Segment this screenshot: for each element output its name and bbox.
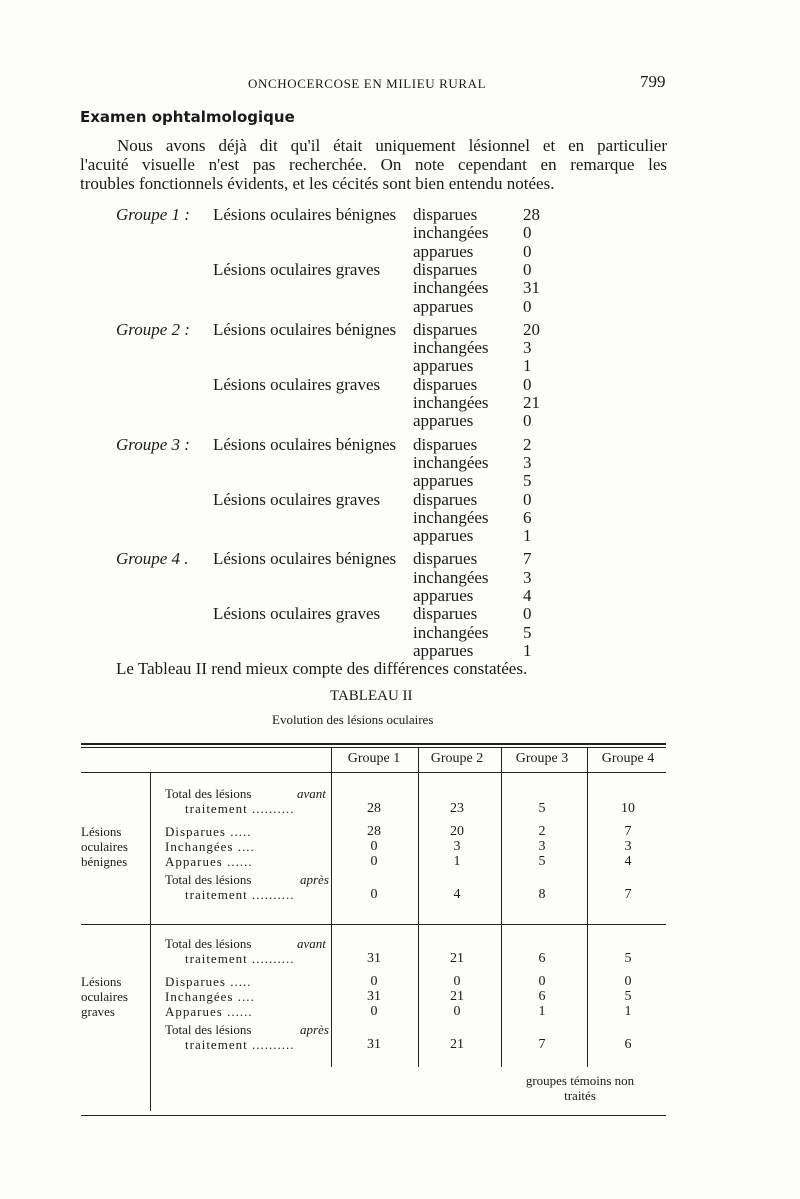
table-cell: 4: [453, 887, 461, 902]
outcome-label: inchangées: [413, 278, 489, 298]
outcome-count: 7: [523, 549, 532, 569]
outcome-count: 0: [523, 411, 532, 431]
table-cell: 31: [367, 1037, 381, 1052]
outcome-count: 0: [523, 296, 532, 316]
table-cell: 0: [453, 1004, 461, 1019]
table-cell: 20: [450, 824, 464, 839]
outcome-count: 1: [523, 640, 532, 660]
total-label: traitement ..........: [185, 1037, 295, 1052]
table-cell: 8: [538, 887, 546, 902]
outcome-label: disparues: [413, 205, 478, 224]
table-cell: 0: [453, 974, 461, 989]
total-label: traitement ..........: [185, 887, 295, 902]
total-label: traitement ..........: [185, 951, 295, 966]
table-cell: 0: [370, 974, 378, 989]
outcome-label: inchangées: [413, 567, 489, 587]
side-label: oculaires: [81, 989, 128, 1004]
page-number: 799: [640, 72, 666, 91]
running-title: ONCHOCERCOSE EN MILIEU RURAL: [248, 76, 487, 91]
grave-label: Lésions oculaires graves: [213, 604, 381, 624]
column-separator: [150, 772, 151, 1067]
column-separator: [501, 747, 502, 1067]
table-section-rule: [81, 924, 666, 925]
benign-label: Lésions oculaires bénignes: [213, 434, 397, 454]
table-cell: 6: [538, 951, 546, 966]
table-cell: 28: [367, 824, 381, 839]
table-cell: 3: [538, 839, 546, 854]
column-header: Groupe 4: [601, 751, 655, 766]
outcome-label: apparues: [413, 241, 474, 261]
outcome-label: disparues: [413, 374, 478, 394]
outcome-count: 1: [523, 526, 532, 546]
outcome-label: disparues: [413, 434, 478, 454]
outcome-count: 20: [523, 319, 540, 339]
group-label: Groupe 2 :: [116, 319, 190, 339]
outcome-count: 5: [523, 622, 532, 642]
outcome-label: disparues: [413, 259, 478, 279]
grave-label: Lésions oculaires graves: [213, 374, 381, 394]
column-header: Groupe 2: [430, 751, 484, 766]
outcome-count: 31: [523, 278, 540, 298]
table-cell: 21: [450, 1037, 464, 1052]
outcome-label: apparues: [413, 586, 474, 605]
outcome-count: 6: [523, 507, 532, 527]
table-cell: 10: [621, 801, 635, 816]
benign-label: Lésions oculaires bénignes: [213, 205, 397, 224]
table-cell: 0: [370, 887, 378, 902]
row-label: Apparues ......: [165, 854, 253, 869]
table-title: TABLEAU II: [330, 688, 413, 704]
total-label: Total des lésions: [165, 936, 252, 951]
outcome-label: apparues: [413, 526, 474, 546]
table-top-rule: [81, 743, 666, 745]
total-label: traitement ..........: [185, 801, 295, 816]
outcome-count: 3: [523, 338, 532, 358]
row-label: Disparues .....: [165, 824, 252, 839]
column-separator: [331, 747, 332, 1067]
table-cell: 5: [538, 801, 546, 816]
row-label: Inchangées ....: [165, 839, 255, 854]
table-cell: 4: [624, 854, 632, 869]
table-cell: 0: [370, 839, 378, 854]
outcome-count: 0: [523, 241, 532, 261]
outcome-count: 5: [523, 471, 532, 491]
total-label: Total des lésions: [165, 1022, 252, 1037]
total-label: Total des lésions: [165, 786, 252, 801]
group-label: Groupe 3 :: [116, 434, 190, 454]
outcome-count: 4: [523, 586, 532, 605]
outcome-label: inchangées: [413, 223, 489, 243]
total-label-qualifier: après: [300, 872, 329, 887]
table-cell: 0: [370, 854, 378, 869]
benign-label: Lésions oculaires bénignes: [213, 549, 397, 569]
total-label: Total des lésions: [165, 872, 252, 887]
table-cell: 3: [624, 839, 632, 854]
table-cell: 1: [624, 1004, 632, 1019]
outcome-count: 0: [523, 374, 532, 394]
outcome-count: 28: [523, 205, 540, 224]
row-label: Apparues ......: [165, 1004, 253, 1019]
table-cell: 31: [367, 951, 381, 966]
column-header: Groupe 1: [347, 751, 401, 766]
outcome-label: inchangées: [413, 507, 489, 527]
outcome-label: inchangées: [413, 452, 489, 472]
table-cell: 5: [624, 951, 632, 966]
outcome-count: 0: [523, 604, 532, 624]
intro-line: l'acuité visuelle n'est pas recherchée. On note cependant en remarque les: [80, 155, 667, 174]
side-label: oculaires: [81, 839, 128, 854]
intro-line: troubles fonctionnels évidents, et les cécités sont bien entendu notées.: [80, 174, 555, 193]
column-separator: [150, 1067, 151, 1111]
group-label: Groupe 4 .: [116, 549, 189, 569]
outcome-label: apparues: [413, 296, 474, 316]
grave-label: Lésions oculaires graves: [213, 259, 381, 279]
table-bottom-rule: [81, 1115, 666, 1116]
table-cell: 0: [538, 974, 546, 989]
table-cell: 6: [624, 1037, 632, 1052]
table-cell: 0: [370, 1004, 378, 1019]
outcome-label: disparues: [413, 489, 478, 509]
table-cell: 21: [450, 989, 464, 1004]
table-header-rule: [81, 772, 666, 773]
table-cell: 7: [624, 824, 632, 839]
intro-paragraph: [80, 136, 667, 193]
outcome-count: 2: [523, 434, 532, 454]
table-cell: 3: [453, 839, 461, 854]
table-cell: 5: [538, 854, 546, 869]
grave-label: Lésions oculaires graves: [213, 489, 381, 509]
table-cell: 1: [538, 1004, 546, 1019]
outcome-label: inchangées: [413, 393, 489, 412]
outcome-label: inchangées: [413, 622, 489, 642]
table-cell: 28: [367, 801, 381, 816]
outcome-label: inchangées: [413, 338, 489, 358]
table-cell: 2: [538, 824, 546, 839]
total-label-qualifier: avant: [297, 786, 326, 801]
side-label: Lésions: [81, 824, 122, 839]
side-label: bénignes: [81, 854, 128, 869]
table-cell: 7: [538, 1037, 546, 1052]
table-cell: 21: [450, 951, 464, 966]
row-label: Inchangées ....: [165, 989, 255, 1004]
table-subtitle: Evolution des lésions oculaires: [272, 712, 434, 727]
outcome-label: apparues: [413, 411, 474, 431]
table-cell: 6: [538, 989, 546, 1004]
side-label: graves: [81, 1004, 115, 1019]
benign-label: Lésions oculaires bénignes: [213, 319, 397, 339]
total-label-qualifier: avant: [297, 936, 326, 951]
column-separator: [587, 747, 588, 1067]
table-top-rule: [81, 747, 666, 748]
outcome-count: 1: [523, 356, 532, 376]
table-cell: 7: [624, 887, 632, 902]
outcome-count: 3: [523, 452, 532, 472]
column-header: Groupe 3: [515, 751, 569, 766]
outcome-count: 3: [523, 567, 532, 587]
outcome-label: disparues: [413, 549, 478, 569]
table-cell: 0: [624, 974, 632, 989]
row-label: Disparues .....: [165, 974, 252, 989]
outcome-count: 0: [523, 259, 532, 279]
side-label: Lésions: [81, 974, 122, 989]
table-cell: 5: [624, 989, 632, 1004]
outcome-label: disparues: [413, 604, 478, 624]
group-label: Groupe 1 :: [116, 205, 190, 224]
table-footnote: traités: [564, 1088, 596, 1103]
outcome-label: apparues: [413, 356, 474, 376]
outcome-label: disparues: [413, 319, 478, 339]
outcome-count: 21: [523, 393, 540, 412]
table-cell: 23: [450, 801, 464, 816]
section-title: Examen ophtalmologique: [80, 108, 295, 126]
column-separator: [418, 747, 419, 1067]
outcome-count: 0: [523, 223, 532, 243]
table-cell: 31: [367, 989, 381, 1004]
outcome-label: apparues: [413, 640, 474, 660]
intro-line: Nous avons déjà dit qu'il était uniquement lésionnel et en particulier: [117, 136, 667, 155]
total-label-qualifier: après: [300, 1022, 329, 1037]
closing-sentence: Le Tableau II rend mieux compte des différences constatées.: [116, 659, 528, 678]
table-cell: 1: [453, 854, 461, 869]
outcome-count: 0: [523, 489, 532, 509]
outcome-label: apparues: [413, 471, 474, 491]
table-footnote: groupes témoins non: [525, 1073, 635, 1088]
